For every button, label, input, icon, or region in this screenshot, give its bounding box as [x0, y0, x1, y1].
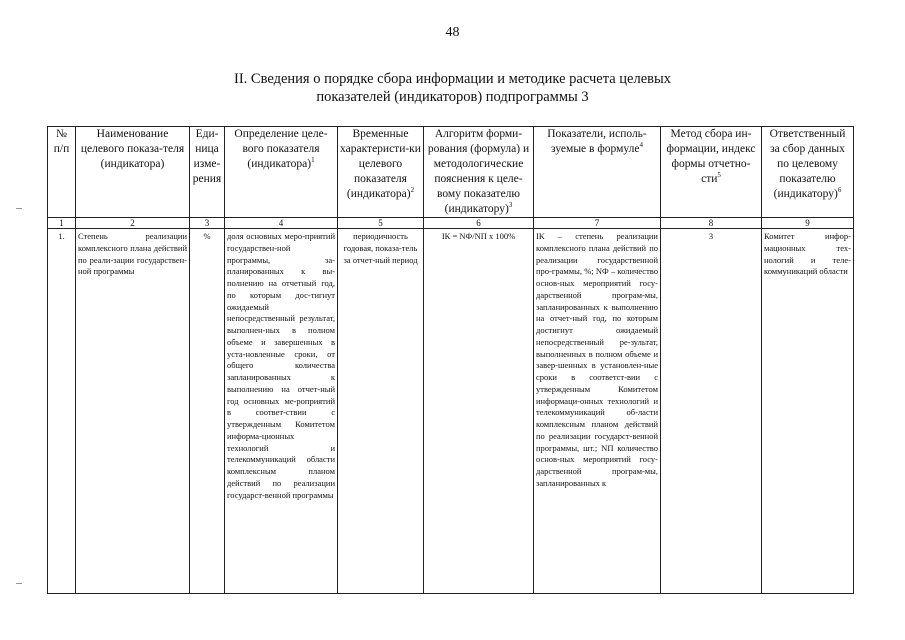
column-number: 7	[534, 218, 661, 229]
margin-mark	[16, 208, 22, 209]
column-number: 3	[190, 218, 225, 229]
collection-method: 3	[661, 229, 762, 594]
indicator-unit: %	[190, 229, 225, 594]
indicator-formula: IК = NФ/NП х 100%	[424, 229, 534, 594]
section-title-line-1: II. Сведения о порядке сбора информации и методике расчета целевых	[234, 71, 671, 87]
header-cell-unit: Еди-ница изме-рения	[190, 127, 225, 218]
header-cell-name: Наименование целевого показа-теля (индикатора)	[76, 127, 190, 218]
header-cell-time: Временные характеристи-ки целевого показателя (индикатора)$^2$	[338, 127, 424, 218]
page-number: 48	[445, 25, 460, 40]
header-cell-number: № п/п	[48, 127, 76, 218]
table-header-row	[48, 127, 854, 218]
header-cell-indicators: Показатели, исполь-зуемые в формуле$^4$	[534, 127, 661, 218]
indicator-time-characteristics: периодичность годовая, показа-тель за отчет-ный период	[338, 229, 424, 594]
table-row	[48, 229, 854, 594]
responsible-party: Комитет инфор-мационных тех-нологий и теле-коммуникаций области	[762, 229, 854, 594]
header-cell-responsible: Ответственный за сбор данных по целевому показателю (индикатору)$^6$	[762, 127, 854, 218]
column-number: 4	[225, 218, 338, 229]
header-cell-definition: Определение целе-вого показателя (индикатора)$^1$	[225, 127, 338, 218]
section-title	[0, 70, 905, 106]
column-numbers-row	[48, 218, 854, 229]
formula-indicators: IК – степень реализации комплексного плана действий по реализации государственной про-граммы, %; NФ – количество основ-ных мероприятий госу-дарственной програм-мы, запланированных к выполнению на отчет-ный год, по которым достигнут ожидаемый непосредственный ре-зультат, выполненных в полном объеме и завер-шенных в установлен-ные сроки в соответст-вии с утвержденным Комитетом информаци-онных технологий и телекоммуникаций об-ласти комплексным планом действий по реализации государст-венной программы, шт.; NП количество основ-ных мероприятий госу-дарственной програм-мы, запланированных к	[534, 229, 661, 594]
column-number: 9	[762, 218, 854, 229]
column-number: 8	[661, 218, 762, 229]
column-number: 2	[76, 218, 190, 229]
row-number: 1.	[48, 229, 76, 594]
column-number: 5	[338, 218, 424, 229]
indicators-table	[47, 126, 854, 594]
margin-mark	[16, 583, 22, 584]
header-cell-method: Метод сбора ин-формации, индекс формы отчетно-сти$^5$	[661, 127, 762, 218]
column-number: 1	[48, 218, 76, 229]
indicator-definition: доля основных меро-приятий государствен-ной программы, за-планированных к вы-полнению на отчетный год, по которым дос-тигнут ожидаемый непосредственный результат, выполнен-ных в полном объеме и завершенных в уста-новленные сроки, от общего количества запланированных к выполнению на отчет-ный год основных ме-роприятий в соответ-ствии с утвержденным Комитетом информа-ционных технологий и телекоммуникаций области комплексным планом действий по реализации государст-венной программы	[225, 229, 338, 594]
indicator-name: Степень реализации комплексного плана действий по реали-зации государствен-ной программы	[76, 229, 190, 594]
section-title-line-2: показателей (индикаторов) подпрограммы 3	[316, 89, 589, 105]
column-number: 6	[424, 218, 534, 229]
header-cell-formula: Алгоритм форми-рования (формула) и методологические пояснения к целе-вому показателю (индикатору)$^3$	[424, 127, 534, 218]
